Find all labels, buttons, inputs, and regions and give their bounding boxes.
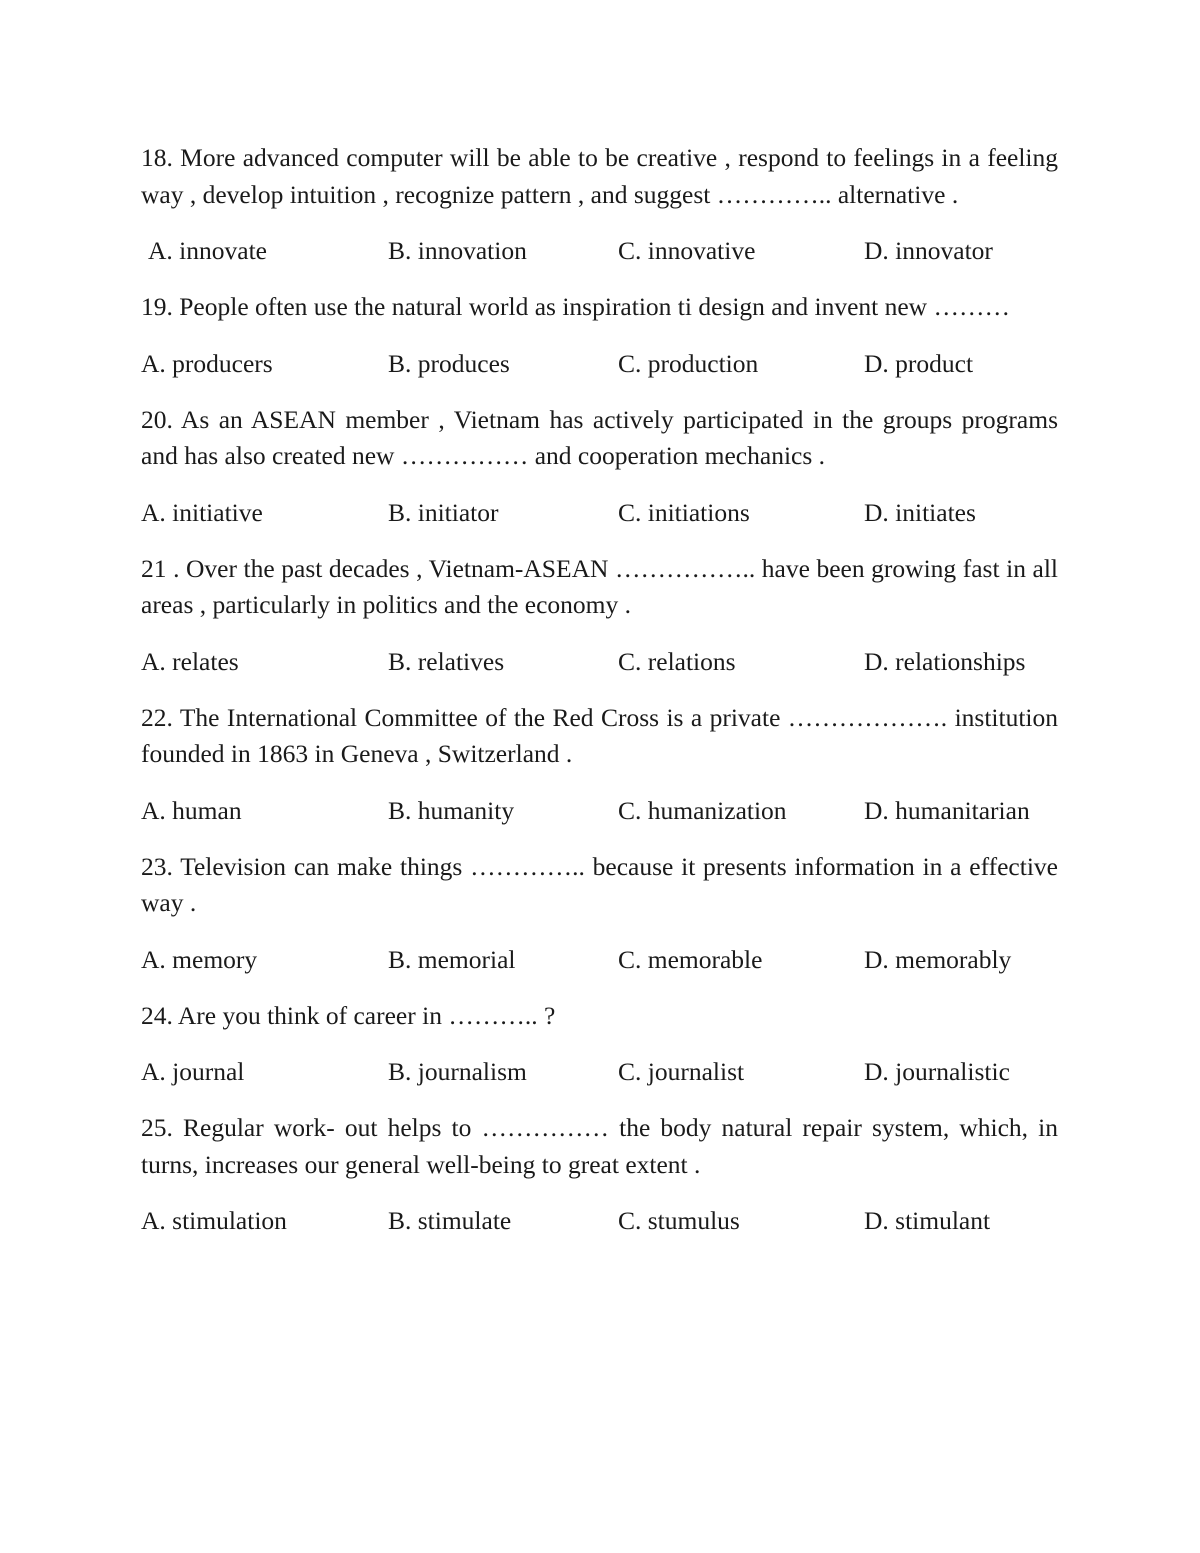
question-block	[141, 1110, 1058, 1239]
question-block	[141, 402, 1058, 531]
option-c: C. initiations	[618, 497, 750, 527]
option-d: D. stimulant	[864, 1206, 991, 1235]
option-a: A. initiative	[141, 497, 263, 527]
option-d: D. initiates	[864, 497, 976, 527]
option-b: B. produces	[388, 348, 510, 378]
option-b: B. innovation	[388, 236, 527, 265]
question-text: 23. Television can make things ………….. because it presents information in a effective way .	[141, 851, 1058, 917]
answer-options	[141, 233, 1058, 269]
answer-options	[141, 1054, 1058, 1090]
answer-options	[141, 495, 1058, 531]
option-b: B. memorial	[388, 944, 516, 974]
option-a: A. stimulation	[141, 1206, 287, 1235]
option-d: D. innovator	[864, 236, 993, 265]
option-d: D. product	[864, 348, 974, 378]
option-a: A. innovate	[148, 236, 267, 265]
option-a: A. producers	[141, 348, 273, 378]
question-text: 19. People often use the natural world as inspiration ti design and invent new ………	[141, 292, 1010, 321]
option-c: C. memorable	[618, 944, 763, 974]
option-c: C. production	[618, 348, 759, 378]
option-a: A. memory	[141, 944, 258, 974]
question-text: 18. More advanced computer will be able to be creative , respond to feelings in a feeling way , develop intuition , recognize pattern , and suggest ………….. alternative .	[141, 143, 1058, 209]
question-block	[141, 849, 1058, 978]
question-block	[141, 700, 1058, 829]
option-b: B. relatives	[388, 646, 505, 676]
answer-options	[141, 942, 1058, 978]
option-c: C. humanization	[618, 795, 787, 825]
option-a: A. relates	[141, 646, 239, 676]
question-block	[141, 140, 1058, 269]
option-c: C. stumulus	[618, 1206, 740, 1235]
question-text: 21 . Over the past decades , Vietnam-ASEAN …………….. have been growing fast in all areas , particularly in politics and the economy .	[141, 553, 1058, 619]
question-text: 24. Are you think of career in ……….. ?	[141, 1000, 556, 1030]
answer-options	[141, 1203, 1058, 1239]
option-a: A. human	[141, 795, 242, 825]
option-b: B. journalism	[388, 1057, 527, 1086]
question-block	[141, 551, 1058, 680]
option-d: D. journalistic	[864, 1057, 1010, 1086]
option-c: C. relations	[618, 646, 736, 676]
answer-options	[141, 793, 1058, 829]
question-text: 22. The International Committee of the Red Cross is a private ………………. institution founded in 1863 in Geneva , Switzerland .	[141, 702, 1058, 768]
option-c: C. innovative	[618, 236, 756, 265]
answer-options	[141, 346, 1058, 382]
option-d: D. humanitarian	[864, 795, 1030, 825]
question-text: 25. Regular work- out helps to …………… the body natural repair system, which, in turns, increases our general well-being to great extent .	[141, 1113, 1058, 1179]
question-block	[141, 998, 1058, 1091]
question-block	[141, 289, 1058, 382]
option-b: B. stimulate	[388, 1206, 512, 1235]
option-b: B. initiator	[388, 497, 499, 527]
option-c: C. journalist	[618, 1057, 745, 1086]
option-a: A. journal	[141, 1057, 245, 1086]
option-d: D. memorably	[864, 944, 1012, 974]
worksheet	[141, 140, 1058, 1259]
option-d: D. relationships	[864, 646, 1026, 676]
option-b: B. humanity	[388, 795, 515, 825]
question-text: 20. As an ASEAN member , Vietnam has actively participated in the groups programs and has also created new …………… and cooperation mechanics .	[141, 404, 1058, 470]
answer-options	[141, 644, 1058, 680]
